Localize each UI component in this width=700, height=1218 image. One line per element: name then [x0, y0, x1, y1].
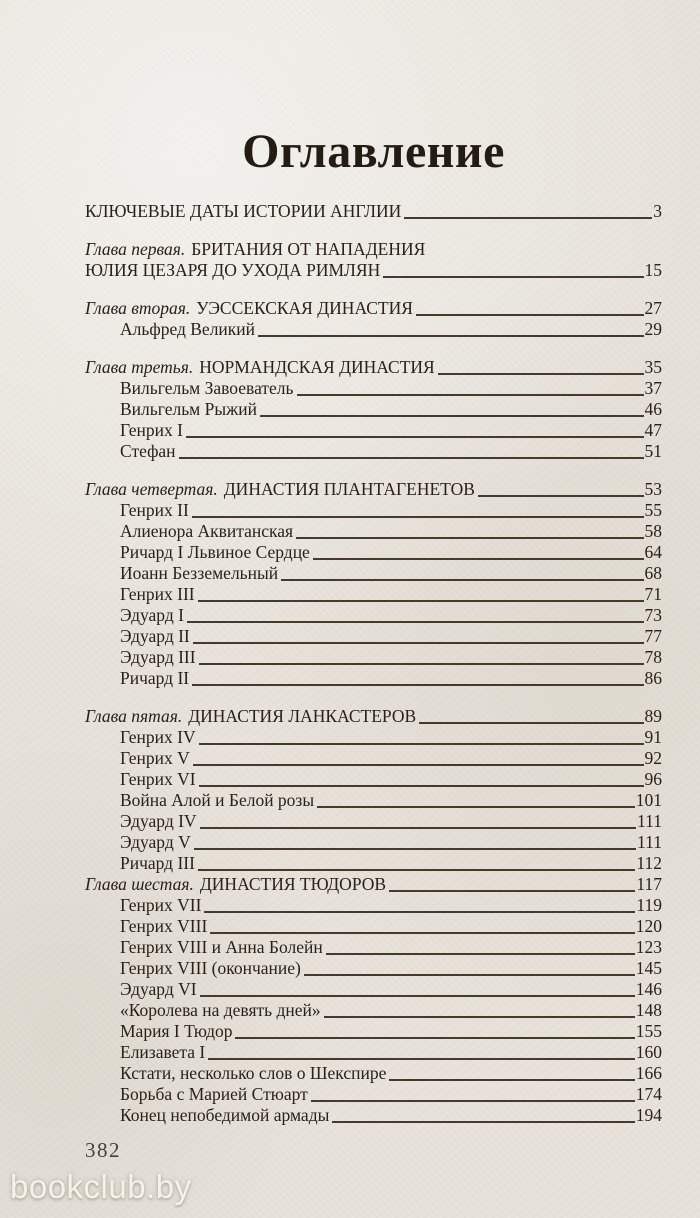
- watermark-text: bookclub.by: [10, 1168, 192, 1205]
- toc-entry-page-number: 92: [644, 748, 662, 768]
- toc-leader-line: [419, 721, 643, 724]
- toc-row: [85, 479, 662, 500]
- toc-entry-page-number: 47: [644, 420, 662, 440]
- toc-leader-line: [297, 393, 644, 396]
- toc-chapter-prefix: Глава шестая.: [85, 874, 194, 894]
- toc-leader-line: [313, 557, 644, 560]
- toc-entry-page-number: 148: [635, 1000, 662, 1020]
- toc-entry-label: Генрих VIII: [120, 916, 208, 936]
- toc-entry-label: Генрих VI: [120, 769, 196, 789]
- toc-row: [85, 605, 662, 626]
- toc-leader-line: [260, 414, 644, 417]
- toc-row: [85, 378, 662, 399]
- toc-leader-line: [389, 1078, 634, 1081]
- toc-entry-label: Альфред Великий: [120, 319, 256, 339]
- toc-entry-label: Эдуард III: [120, 647, 196, 667]
- toc-leader-line: [198, 599, 644, 602]
- toc-entry-page-number: 91: [644, 727, 662, 747]
- toc-row: [85, 832, 662, 853]
- toc-entry-page-number: 15: [644, 260, 662, 280]
- toc-row: [85, 1063, 662, 1084]
- toc-chapter-prefix: Глава первая.: [85, 239, 186, 259]
- toc-leader-line: [324, 1015, 635, 1018]
- toc-entry-label: Генрих I: [120, 420, 183, 440]
- toc-leader-line: [304, 973, 635, 976]
- toc-entry-label: Генрих VIII и Анна Болейн: [120, 937, 323, 957]
- toc-entry-label: Ричард I Львиное Сердце: [120, 542, 310, 562]
- toc-row: [85, 748, 662, 769]
- toc-entry-label: Елизавета I: [120, 1042, 206, 1062]
- toc-row: [85, 542, 662, 563]
- toc-leader-line: [389, 889, 635, 892]
- toc-entry-page-number: 77: [644, 626, 662, 646]
- toc-entry-label: Эдуард II: [120, 626, 190, 646]
- toc-row: [85, 811, 662, 832]
- toc-entry-label: Генрих V: [120, 748, 190, 768]
- toc-entry-label: Кстати, несколько слов о Шекспире: [120, 1063, 387, 1083]
- toc-leader-line: [199, 742, 644, 745]
- toc-entry-label: Мария I Тюдор: [120, 1021, 233, 1041]
- toc-entry-page-number: 96: [644, 769, 662, 789]
- toc-leader-line: [326, 952, 635, 955]
- toc-entry-label: Борьба с Марией Стюарт: [120, 1084, 308, 1104]
- toc-entry-page-number: 89: [644, 706, 662, 726]
- toc-entry-page-number: 160: [635, 1042, 662, 1062]
- toc-list: [85, 201, 662, 1126]
- toc-entry-page-number: 68: [644, 563, 662, 583]
- toc-leader-line: [258, 334, 643, 337]
- toc-entry-label: Генрих VIII (окончание): [120, 958, 301, 978]
- toc-entry-page-number: 112: [636, 853, 662, 873]
- toc-entry-page-number: 35: [644, 357, 662, 377]
- toc-leader-line: [478, 494, 644, 497]
- toc-row: [85, 319, 662, 340]
- toc-leader-line: [179, 456, 644, 459]
- toc-entry-label: Иоанн Безземельный: [120, 563, 279, 583]
- toc-leader-line: [383, 275, 643, 278]
- toc-entry-label: НОРМАНДСКАЯ ДИНАСТИЯ: [199, 357, 435, 377]
- toc-entry-page-number: 53: [644, 479, 662, 499]
- toc-entry-page-number: 119: [636, 895, 662, 915]
- toc-leader-line: [204, 910, 635, 913]
- toc-leader-line: [198, 868, 635, 871]
- toc-row: [85, 563, 662, 584]
- toc-leader-line: [235, 1036, 634, 1039]
- toc-row: [85, 201, 662, 222]
- toc-entry-page-number: 145: [635, 958, 662, 978]
- toc-entry-page-number: 101: [635, 790, 662, 810]
- toc-leader-line: [438, 372, 644, 375]
- toc-leader-line: [192, 683, 643, 686]
- toc-leader-line: [317, 805, 635, 808]
- toc-row: [85, 647, 662, 668]
- toc-row: [85, 1000, 662, 1021]
- toc-entry-label: Генрих IV: [120, 727, 196, 747]
- toc-entry-page-number: 46: [644, 399, 662, 419]
- toc-leader-line: [281, 578, 643, 581]
- toc-row: [85, 853, 662, 874]
- toc-chapter-prefix: Глава вторая.: [85, 298, 191, 318]
- toc-row: [85, 357, 662, 378]
- toc-entry-label: «Королева на девять дней»: [120, 1000, 321, 1020]
- toc-leader-line: [200, 994, 635, 997]
- toc-entry-label: КЛЮЧЕВЫЕ ДАТЫ ИСТОРИИ АНГЛИИ: [85, 201, 402, 221]
- toc-entry-label: Эдуард I: [120, 605, 184, 625]
- toc-row: [85, 441, 662, 462]
- toc-leader-line: [193, 763, 644, 766]
- toc-entry-page-number: 58: [644, 521, 662, 541]
- toc-entry-label: Эдуард V: [120, 832, 191, 852]
- toc-row: [85, 895, 662, 916]
- page-title: Оглавление: [242, 125, 505, 178]
- toc-entry-label: Генрих II: [120, 500, 189, 520]
- toc-entry-page-number: 55: [644, 500, 662, 520]
- toc-leader-line: [404, 216, 652, 219]
- toc-entry-label: Конец непобедимой армады: [120, 1105, 330, 1125]
- toc-leader-line: [210, 931, 634, 934]
- toc-leader-line: [332, 1120, 634, 1123]
- toc-entry-label: Вильгельм Завоеватель: [120, 378, 294, 398]
- toc-row: [85, 916, 662, 937]
- toc-entry-page-number: 146: [635, 979, 662, 999]
- toc-entry-page-number: 166: [635, 1063, 662, 1083]
- toc-leader-line: [311, 1099, 635, 1102]
- toc-leader-line: [199, 662, 644, 665]
- toc-entry-page-number: 29: [644, 319, 662, 339]
- toc-row: [85, 1084, 662, 1105]
- toc-row: [85, 979, 662, 1000]
- toc-entry-page-number: 155: [635, 1021, 662, 1041]
- toc-row: [85, 668, 662, 689]
- toc-entry-label: УЭССЕКСКАЯ ДИНАСТИЯ: [196, 298, 413, 318]
- toc-row: [85, 420, 662, 441]
- toc-chapter-prefix: Глава четвертая.: [85, 479, 218, 499]
- toc-row: [85, 727, 662, 748]
- toc-row: [85, 790, 662, 811]
- toc-chapter-prefix: Глава пятая.: [85, 706, 183, 726]
- toc-entry-label: Вильгельм Рыжий: [120, 399, 257, 419]
- toc-entry-label: ДИНАСТИЯ ЛАНКАСТЕРОВ: [188, 706, 417, 726]
- toc-leader-line: [193, 641, 644, 644]
- toc-row: [85, 937, 662, 958]
- toc-row: [85, 874, 662, 895]
- toc-entry-page-number: 3: [653, 201, 662, 221]
- toc-row: [85, 1021, 662, 1042]
- toc-entry-label: Эдуард IV: [120, 811, 197, 831]
- toc-leader-line: [186, 435, 644, 438]
- toc-entry-label: Война Алой и Белой розы: [120, 790, 315, 810]
- toc-row: [85, 260, 662, 281]
- toc-entry-page-number: 27: [644, 298, 662, 318]
- toc-entry-label: БРИТАНИЯ ОТ НАПАДЕНИЯ: [191, 239, 426, 259]
- toc-entry-label: Генрих III: [120, 584, 195, 604]
- toc-leader-line: [416, 313, 644, 316]
- toc-leader-line: [199, 784, 644, 787]
- toc-leader-line: [296, 536, 643, 539]
- toc-entry-label: ДИНАСТИЯ ПЛАНТАГЕНЕТОВ: [223, 479, 475, 499]
- toc-entry-page-number: 174: [635, 1084, 662, 1104]
- toc-entry-label: Ричард III: [120, 853, 195, 873]
- page-content: [85, 124, 662, 1126]
- toc-entry-page-number: 86: [644, 668, 662, 688]
- toc-row: [85, 706, 662, 727]
- toc-leader-line: [200, 826, 636, 829]
- toc-entry-page-number: 78: [644, 647, 662, 667]
- toc-leader-line: [187, 620, 644, 623]
- toc-entry-label: Генрих VII: [120, 895, 202, 915]
- toc-row: [85, 521, 662, 542]
- toc-row: [85, 1042, 662, 1063]
- toc-row: [85, 958, 662, 979]
- toc-row: [85, 769, 662, 790]
- folio-page-number: 382: [85, 1138, 121, 1162]
- toc-leader-line: [194, 847, 636, 850]
- toc-entry-page-number: 194: [635, 1105, 662, 1125]
- toc-leader-line: [208, 1057, 635, 1060]
- toc-row: [85, 500, 662, 521]
- toc-row: [85, 584, 662, 605]
- toc-entry-page-number: 111: [637, 832, 662, 852]
- toc-entry-label: Стефан: [120, 441, 176, 461]
- toc-entry-page-number: 73: [644, 605, 662, 625]
- toc-entry-label: Ричард II: [120, 668, 190, 688]
- toc-leader-line: [192, 515, 644, 518]
- toc-entry-page-number: 117: [636, 874, 662, 894]
- toc-entry-label: Алиенора Аквитанская: [120, 521, 294, 541]
- toc-entry-label: Эдуард VI: [120, 979, 197, 999]
- toc-entry-page-number: 111: [637, 811, 662, 831]
- toc-entry-page-number: 123: [635, 937, 662, 957]
- toc-row: [85, 1105, 662, 1126]
- toc-entry-page-number: 64: [644, 542, 662, 562]
- toc-entry-page-number: 120: [635, 916, 662, 936]
- toc-row: [85, 239, 662, 260]
- toc-chapter-prefix: Глава третья.: [85, 357, 194, 377]
- toc-entry-page-number: 51: [644, 441, 662, 461]
- toc-entry-page-number: 71: [644, 584, 662, 604]
- toc-row: [85, 399, 662, 420]
- toc-entry-page-number: 37: [644, 378, 662, 398]
- toc-row: [85, 626, 662, 647]
- toc-entry-label: ЮЛИЯ ЦЕЗАРЯ ДО УХОДА РИМЛЯН: [85, 260, 381, 280]
- toc-row: [85, 298, 662, 319]
- toc-entry-label: ДИНАСТИЯ ТЮДОРОВ: [199, 874, 387, 894]
